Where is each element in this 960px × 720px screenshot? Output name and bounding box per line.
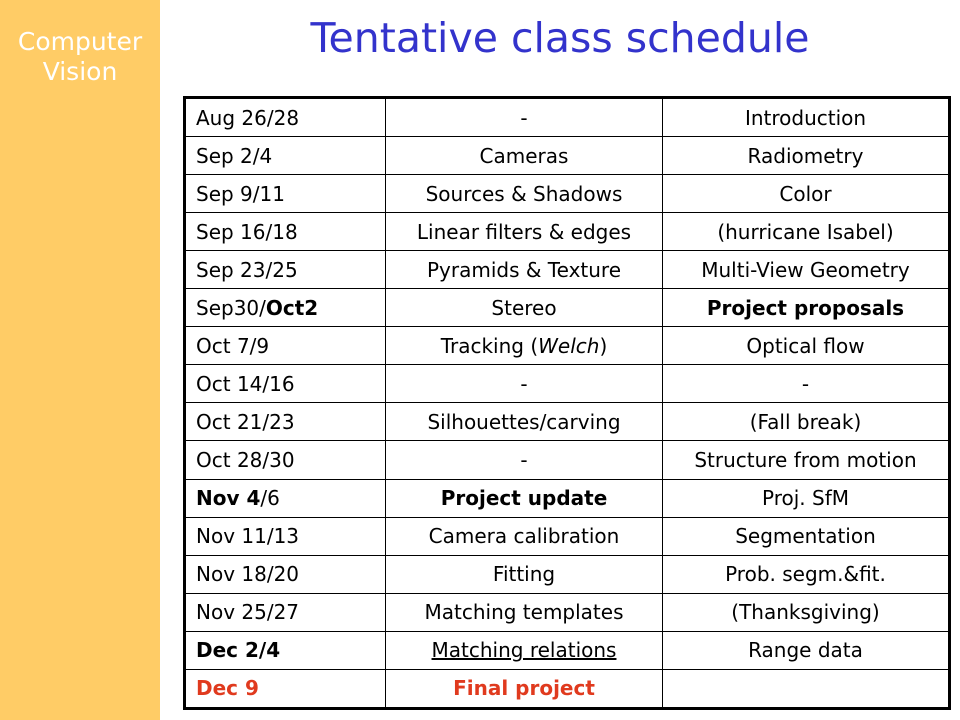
thursday-topic-cell: Proj. SfM bbox=[663, 479, 950, 517]
table-row bbox=[185, 669, 950, 708]
tuesday-topic-cell: - bbox=[386, 365, 663, 403]
thursday-topic-cell: (hurricane Isabel) bbox=[663, 213, 950, 251]
date-part-bold: Oct2 bbox=[265, 295, 319, 320]
date-cell: Sep 9/11 bbox=[185, 175, 386, 213]
thursday-topic-cell: Structure from motion bbox=[663, 441, 950, 479]
table-row bbox=[185, 98, 950, 137]
tuesday-topic-cell: Matching relations bbox=[386, 631, 663, 669]
sidebar bbox=[0, 0, 160, 720]
date-cell: Oct 7/9 bbox=[185, 327, 386, 365]
course-label-line1: Computer bbox=[17, 27, 143, 56]
thursday-topic-cell: Prob. segm.&fit. bbox=[663, 555, 950, 593]
page-title: Tentative class schedule bbox=[310, 14, 810, 62]
thursday-topic-cell bbox=[663, 669, 950, 708]
table-row bbox=[185, 213, 950, 251]
thursday-topic-cell: Introduction bbox=[663, 98, 950, 137]
thursday-topic-cell: Range data bbox=[663, 631, 950, 669]
tuesday-topic-cell bbox=[386, 327, 663, 365]
course-label bbox=[0, 27, 160, 87]
tuesday-topic-cell: Cameras bbox=[386, 137, 663, 175]
table-row bbox=[185, 251, 950, 289]
tuesday-topic-cell: Final project bbox=[386, 669, 663, 708]
table-row bbox=[185, 441, 950, 479]
thursday-topic-cell: Multi-View Geometry bbox=[663, 251, 950, 289]
date-part: Sep30/ bbox=[196, 295, 266, 320]
date-cell: Oct 21/23 bbox=[185, 403, 386, 441]
tuesday-topic-cell: Sources & Shadows bbox=[386, 175, 663, 213]
date-cell: Nov 11/13 bbox=[185, 517, 386, 555]
tuesday-topic-cell: - bbox=[386, 98, 663, 137]
course-label-line2: Vision bbox=[42, 57, 118, 86]
date-part-bold: Nov 4 bbox=[196, 486, 261, 511]
date-cell: Dec 2/4 bbox=[185, 631, 386, 669]
thursday-topic-cell: (Thanksgiving) bbox=[663, 593, 950, 631]
date-cell: Aug 26/28 bbox=[185, 98, 386, 137]
table-row bbox=[185, 327, 950, 365]
date-cell: Sep 16/18 bbox=[185, 213, 386, 251]
thursday-topic-cell: Radiometry bbox=[663, 137, 950, 175]
date-part: /6 bbox=[260, 486, 280, 511]
thursday-topic-cell: Color bbox=[663, 175, 950, 213]
tuesday-topic-cell: Linear filters & edges bbox=[386, 213, 663, 251]
table-row bbox=[185, 365, 950, 403]
thursday-topic-cell: Segmentation bbox=[663, 517, 950, 555]
date-cell: Nov 25/27 bbox=[185, 593, 386, 631]
topic-part-italic: Welch bbox=[538, 333, 600, 358]
thursday-topic-cell: Optical flow bbox=[663, 327, 950, 365]
tuesday-topic-cell: Camera calibration bbox=[386, 517, 663, 555]
tuesday-topic-cell: Pyramids & Texture bbox=[386, 251, 663, 289]
table-row bbox=[185, 403, 950, 441]
topic-part: ) bbox=[599, 333, 608, 358]
thursday-topic-cell: - bbox=[663, 365, 950, 403]
date-cell: Nov 18/20 bbox=[185, 555, 386, 593]
tuesday-topic-cell: Matching templates bbox=[386, 593, 663, 631]
tuesday-topic-cell: - bbox=[386, 441, 663, 479]
table-row bbox=[185, 289, 950, 327]
table-row bbox=[185, 517, 950, 555]
tuesday-topic-cell: Stereo bbox=[386, 289, 663, 327]
date-cell: Dec 9 bbox=[185, 669, 386, 708]
topic-part: Tracking ( bbox=[440, 333, 539, 358]
tuesday-topic-cell: Project update bbox=[386, 479, 663, 517]
date-cell: Sep 23/25 bbox=[185, 251, 386, 289]
table-row bbox=[185, 593, 950, 631]
date-cell: Oct 14/16 bbox=[185, 365, 386, 403]
tuesday-topic-cell: Silhouettes/carving bbox=[386, 403, 663, 441]
table-row bbox=[185, 137, 950, 175]
date-cell bbox=[185, 479, 386, 517]
thursday-topic-cell: (Fall break) bbox=[663, 403, 950, 441]
schedule-table bbox=[183, 96, 951, 710]
table-row bbox=[185, 479, 950, 517]
table-row bbox=[185, 175, 950, 213]
table-row bbox=[185, 631, 950, 669]
table-row bbox=[185, 555, 950, 593]
thursday-topic-cell: Project proposals bbox=[663, 289, 950, 327]
tuesday-topic-cell: Fitting bbox=[386, 555, 663, 593]
date-cell: Oct 28/30 bbox=[185, 441, 386, 479]
date-cell bbox=[185, 289, 386, 327]
date-cell: Sep 2/4 bbox=[185, 137, 386, 175]
